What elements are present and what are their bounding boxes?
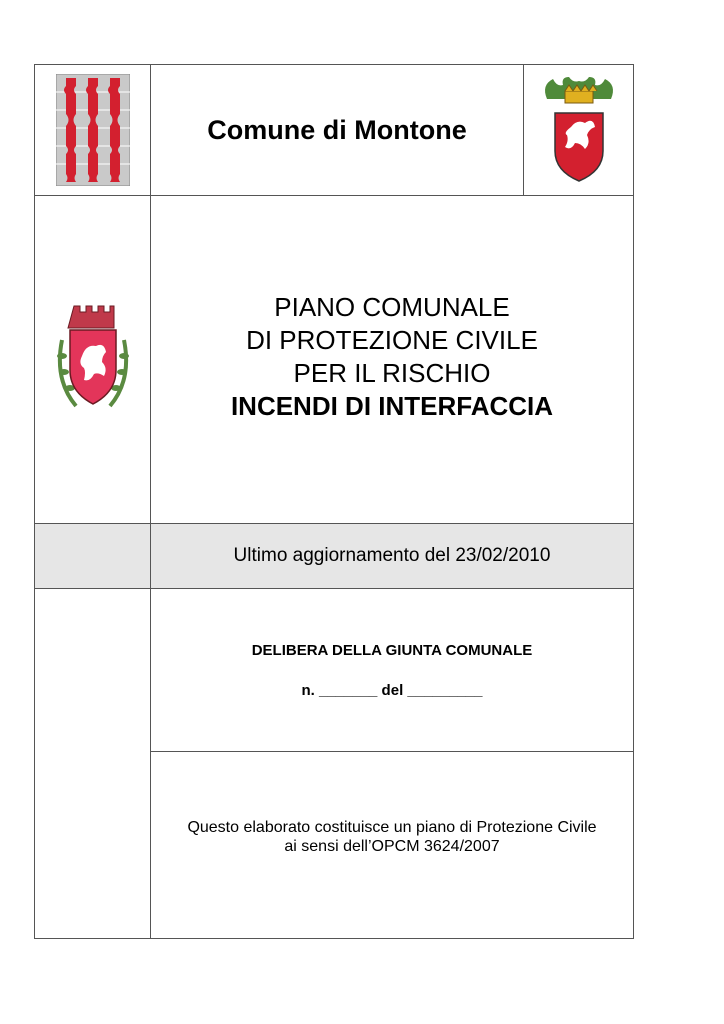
plan-title-line-2: DI PROTEZIONE CIVILE (246, 324, 538, 355)
griffin-crest-icon (541, 75, 617, 185)
page-title: Comune di Montone (207, 114, 467, 145)
legal-note-line-2: ai sensi dell’OPCM 3624/2007 (284, 838, 500, 855)
plan-title-block (151, 196, 633, 523)
delibera-title: DELIBERA DELLA GIUNTA COMUNALE (251, 642, 533, 659)
plan-title-line-1: PIANO COMUNALE (274, 291, 510, 322)
row-divider-4 (150, 751, 634, 752)
row-divider-3 (34, 588, 634, 589)
plan-title-line-4: INCENDI DI INTERFACCIA (230, 390, 554, 421)
legal-note (151, 818, 633, 856)
province-crest-logo (524, 65, 634, 195)
last-update-text: Ultimo aggiornamento del 23/02/2010 (233, 545, 551, 566)
comune-crest-logo (35, 196, 150, 523)
delibera-number-line: n. _______ del _________ (301, 682, 483, 699)
tower-crest-icon (54, 300, 132, 420)
plan-title-line-3: PER IL RISCHIO (293, 357, 491, 388)
region-flag-icon (56, 74, 130, 186)
legal-note-line-1: Questo elaborato costituisce un piano di Protezione Civile (187, 819, 597, 836)
region-flag-logo (35, 65, 150, 195)
